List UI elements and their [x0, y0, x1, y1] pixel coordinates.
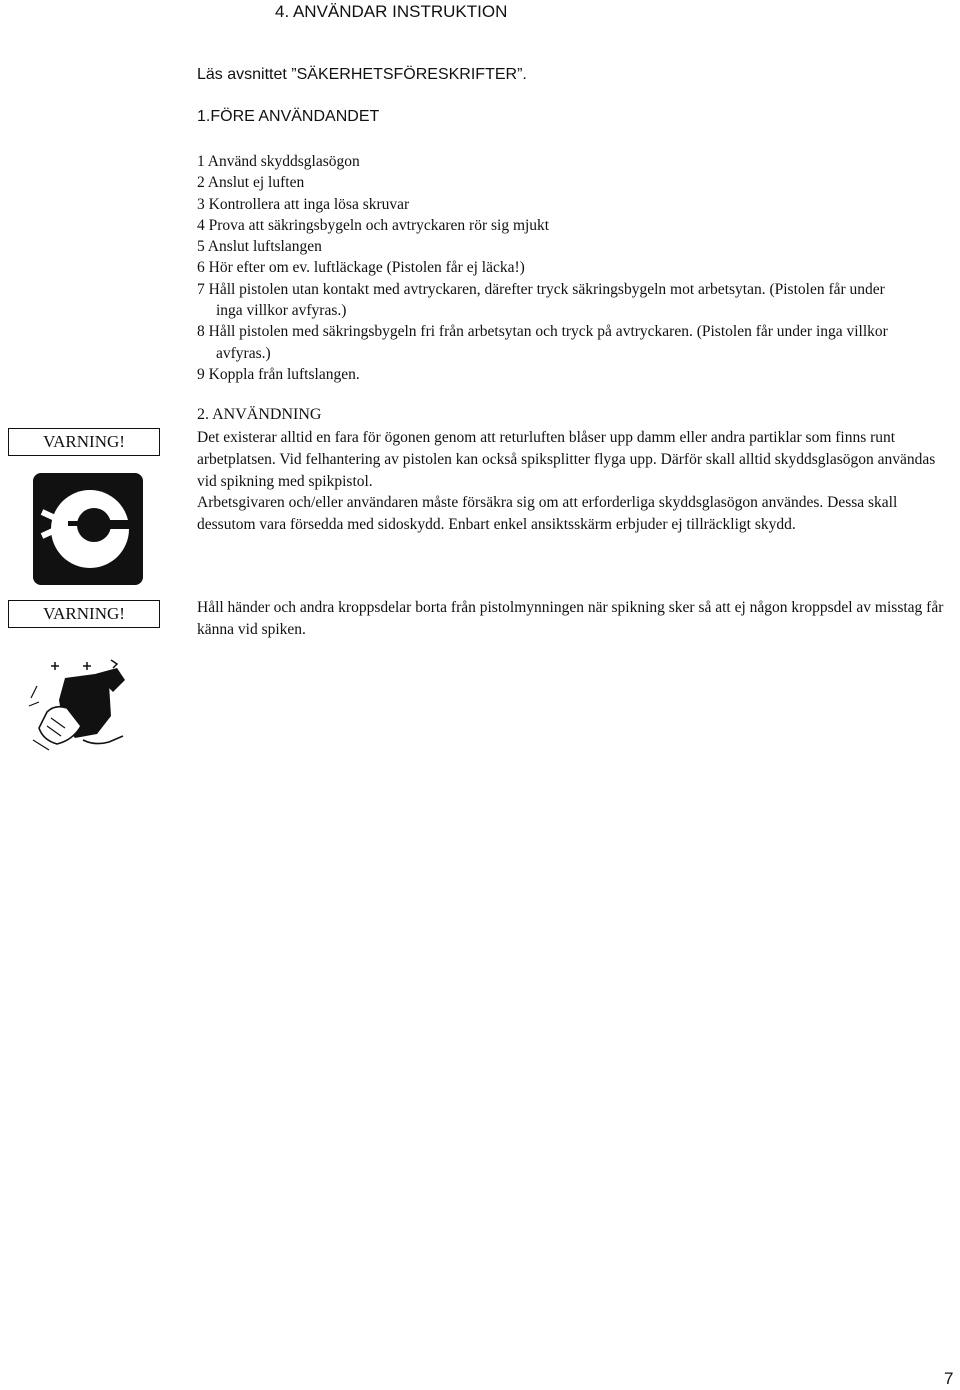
hand-nailgun-icon	[25, 656, 137, 752]
before-use-steps	[197, 151, 897, 385]
before-use-heading: 1.FÖRE ANVÄNDANDET	[197, 108, 380, 125]
warning-label: VARNING!	[8, 428, 160, 456]
step-item: 8 Håll pistolen med säkringsbygeln fri från arbetsytan och tryck på avtryckaren. (Pistolen får under inga villkor avfyras.)	[197, 323, 888, 362]
step-item: 1 Använd skyddsglasögon	[197, 153, 360, 170]
page-number: 7	[944, 1369, 954, 1388]
step-item: 4 Prova att säkringsbygeln och avtryckaren rör sig mjukt	[197, 216, 550, 234]
step-item: 7 Håll pistolen utan kontakt med avtryckaren, därefter tryck säkringsbygeln mot arbetsytan. (Pistolen får under inga villkor avfyras.)	[197, 280, 885, 320]
step-item: 3 Kontrollera att inga lösa skruvar	[197, 195, 410, 213]
step-item: 5 Anslut luftslangen	[197, 238, 322, 256]
step-item: 9 Koppla från luftslangen.	[197, 365, 360, 383]
usage-heading: 2. ANVÄNDNING	[197, 406, 322, 423]
reference-note: Läs avsnittet ”SÄKERHETSFÖRESKRIFTER”.	[197, 66, 527, 83]
section-title: 4. ANVÄNDAR INSTRUKTION	[275, 2, 508, 21]
usage-paragraph: Det existerar alltid en fara för ögonen genom att returluften blåser upp damm eller andra partiklar som finns runt arbetplatsen. Vid felhantering av pistolen kan också spiksplitter flyga upp. Därför skall alltid skyddsglasögon användas vid spikning med spikpistol.	[197, 429, 936, 490]
step-item: 6 Hör efter om ev. luftläckage (Pistolen får ej läcka!)	[197, 259, 525, 277]
step-item: 2 Anslut ej luften	[197, 174, 305, 192]
safety-goggles-icon	[32, 472, 144, 586]
hands-warning-paragraph: Håll händer och andra kroppsdelar borta från pistolmynningen när spikning sker så att ej någon kroppsdel av misstag får känna vid spiken.	[197, 599, 944, 638]
usage-paragraph: Arbetsgivaren och/eller användaren måste försäkra sig om att erforderliga skyddsglasögon användes. Dessa skall dessutom vara försedda med sidoskydd. Enbart enkel ansiktsskärm erbjuder ej tillräckligt skydd.	[197, 494, 898, 533]
warning-label: VARNING!	[8, 600, 160, 628]
